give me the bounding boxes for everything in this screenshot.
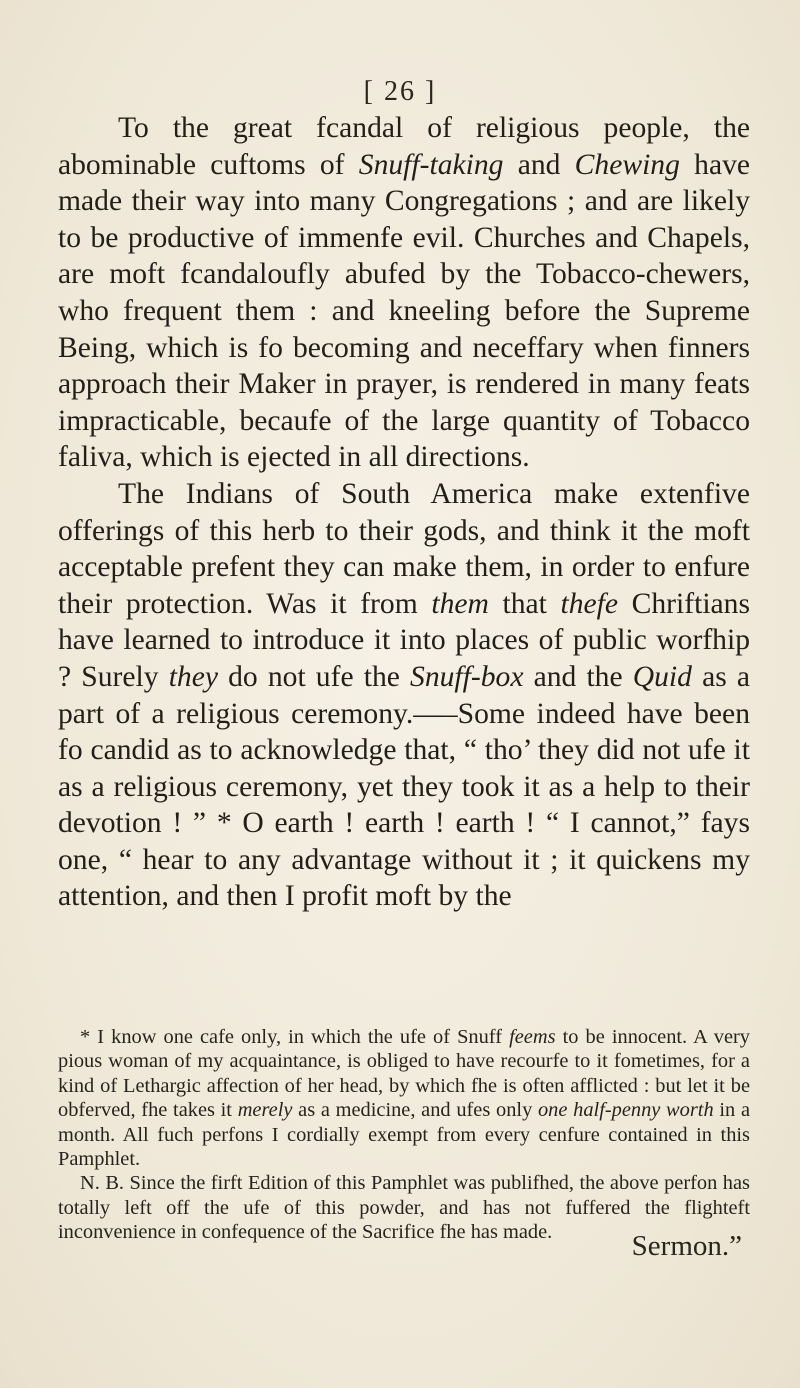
italic-term: Snuff-taking <box>358 148 504 181</box>
text-run: and the <box>523 660 633 693</box>
page-number: [ 26 ] <box>363 76 437 107</box>
text-run: in a month. All fuch perfons I cordially exempt from every cenfure contained in this Pamphlet. <box>58 1099 750 1171</box>
italic-term: merely <box>237 1099 293 1122</box>
italic-term: they <box>168 660 218 693</box>
text-run: and <box>503 148 575 181</box>
text-run: Chriftians have learned to introduce it into places of public worfhip ? Surely <box>58 587 750 693</box>
italic-term: feems <box>509 1026 556 1048</box>
italic-term: thefe <box>560 587 619 620</box>
footnote-1 <box>58 1025 750 1171</box>
text-run: To the great fcandal of religious people, the abominable cuftoms of <box>58 112 750 181</box>
italic-term: Quid <box>632 660 692 693</box>
text-run: have made their way into many Congregations ; and are likely to be productive of immenfe evil. Churches and Chapels, are moft fcandaloufly abufed by the Tobacco-chewers, who frequent them : and kneeling before the Supreme Being, which is fo becoming and neceffary when finners approach their Maker in prayer, is rendered in many feats impracticable, becaufe of the large quantity of Tobacco faliva, which is ejected in all directions. <box>58 148 751 474</box>
catchword: Sermon.” <box>631 1230 742 1262</box>
text-run: * I know one cafe only, in which the ufe of Snuff <box>80 1026 510 1048</box>
footnote <box>58 1025 750 1245</box>
text-run: that <box>488 587 561 620</box>
text-run: as a medicine, and ufes only <box>292 1099 538 1122</box>
italic-term: Snuff-box <box>410 660 524 693</box>
footnote-2: N. B. Since the firft Edition of this Pamphlet was publifhed, the above perfon has totally left off the ufe of this powder, and has not fuffered the flighteft inconvenience in confequence of the Sacrifice fhe has made. <box>58 1172 750 1244</box>
paragraph-1 <box>58 110 750 476</box>
italic-term: Chewing <box>574 148 680 181</box>
text-run: to be innocent. A very pious woman of my acquaintance, is obliged to have recourfe to it fometimes, for a kind of Lethargic affection of her head, by which fhe is often afflicted : but let it be obferved, fhe takes it <box>58 1026 750 1122</box>
text-run: as a part of a religious ceremony.—–Some indeed have been fo candid as to acknowledge that, “ tho’ they did not ufe it as a religious ceremony, yet they took it as a help to their devotion ! ” * O earth ! earth ! earth ! “ I cannot,” fays one, “ hear to any advantage without it ; it quickens my attention, and then I profit moft by the <box>58 660 750 913</box>
italic-term: them <box>431 587 489 620</box>
paragraph-2 <box>58 476 750 915</box>
text-run: do not ufe the <box>217 660 411 693</box>
text-run: The Indians of South America make extenfive offerings of this herb to their gods, and think it the moft acceptable prefent they can make them, in order to enfure their protection. Was it from <box>58 477 750 620</box>
main-text <box>58 110 750 915</box>
italic-term: one half-penny worth <box>537 1099 714 1122</box>
